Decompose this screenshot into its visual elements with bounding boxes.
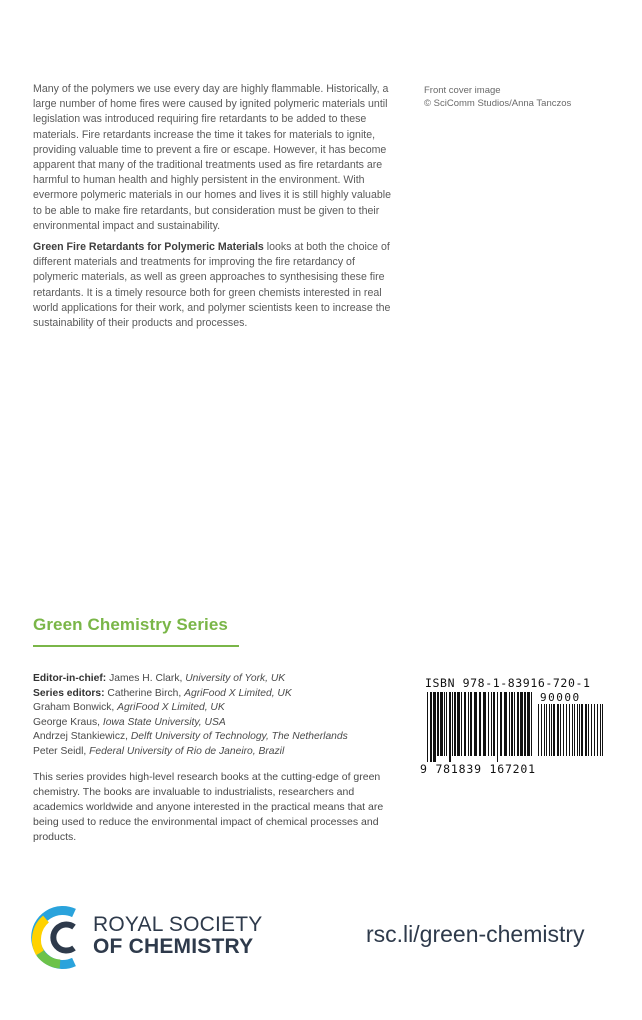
barcode-bar (504, 692, 507, 756)
series-editor-name: Catherine Birch, (107, 687, 182, 699)
blurb-paragraph-1: Many of the polymers we use every day are highly flammable. Historically, a large number of home fires were caused by ignited polymeric materials until legislation was introduced requiring fire retardants to be added to these materials. Fire retardants increase the time it takes for materials to ignite, providing valuable time to prevent a fire or escape. However, it has become apparent that many of the traditional treatments used as fire retardants are harmful to human health and highly persistent in the environment. With evermore polymeric materials in our homes and lives it is still highly valuable to be able to make fire retardants, but consideration must be given to their environmental impact and sustainability. (33, 83, 391, 232)
series-editor-affiliation: AgriFood X Limited, UK (184, 687, 292, 699)
barcode-bar (541, 704, 542, 756)
publisher-name (93, 914, 262, 958)
barcode-bar (517, 692, 519, 756)
barcode-bar (602, 704, 603, 756)
barcode-bar (569, 704, 570, 756)
editor-in-chief-line (33, 672, 413, 687)
barcode-bar (470, 692, 472, 756)
back-cover-blurb (33, 82, 401, 337)
barcode-bar (546, 704, 547, 756)
barcode-bar (551, 704, 552, 756)
cover-credit-line-2: © SciComm Studios/Anna Tanczos (424, 98, 572, 109)
blurb-paragraph-2 (33, 240, 401, 331)
barcode-bar (588, 704, 589, 756)
barcode-bar (577, 704, 578, 756)
barcode-bar (509, 692, 510, 756)
series-title: Green Chemistry Series (33, 615, 228, 634)
publisher-name-line-2: OF CHEMISTRY (93, 935, 254, 958)
barcode-bar (566, 704, 567, 756)
series-editor-line (33, 716, 413, 731)
series-editor-name: Graham Bonwick, (33, 702, 115, 714)
book-title: Green Fire Retardants for Polymeric Materials (33, 241, 264, 254)
series-title-underline (33, 645, 239, 647)
series-editor-affiliation: Iowa State University, USA (102, 716, 226, 728)
barcode-bar (563, 704, 564, 756)
barcode-bar (553, 704, 555, 756)
barcode-bar (440, 692, 443, 756)
barcode-bar (452, 692, 453, 756)
barcode-bar (527, 692, 530, 756)
barcode-bar (491, 692, 492, 756)
barcode-bar (600, 704, 601, 756)
series-editor-affiliation: Delft University of Technology, The Netherlands (130, 731, 348, 743)
editor-in-chief-label: Editor-in-chief: (33, 673, 107, 684)
barcode-bar (531, 692, 532, 756)
barcode-bar (493, 692, 495, 756)
isbn-label: ISBN 978-1-83916-720-1 (425, 676, 591, 690)
blurb-paragraph-2-text: looks at both the choice of different materials and treatments for improving the fire retardancy of polymeric materials, as well as green approaches to synthesising these fire retardants. It is a timely resource both for green chemists interested in real world applications for their work, and polymer scientists keen to increase the sustainability of their products and processes. (33, 241, 391, 330)
ean-digits: 9 781839 167201 (420, 762, 536, 776)
publisher-name-line-1: ROYAL SOCIETY (93, 913, 263, 936)
rsc-logo-icon (30, 905, 90, 970)
series-editor-affiliation: AgriFood X Limited, UK (117, 702, 225, 714)
cover-credit-line-1: Front cover image (424, 85, 501, 96)
series-editors (33, 672, 413, 760)
barcode-bar (444, 692, 445, 756)
barcode-bar (479, 692, 481, 756)
price-addon-barcode (537, 704, 607, 762)
series-editor-line (33, 687, 413, 702)
editor-in-chief-affiliation: University of York, UK (185, 673, 286, 684)
barcode-bar (597, 704, 598, 756)
barcode-bar (524, 692, 526, 756)
barcode-bar (430, 692, 432, 762)
barcode-bar (511, 692, 513, 756)
series-editor-name: George Kraus, (33, 716, 100, 728)
barcode-bar (427, 692, 428, 762)
barcode-bar (457, 692, 460, 756)
barcode-bar (464, 692, 466, 756)
series-editors-label: Series editors: (33, 687, 105, 699)
series-editor-affiliation: Federal University of Rio de Janeiro, Brazil (89, 745, 285, 757)
barcode-bar (591, 704, 592, 756)
isbn-barcode (426, 692, 534, 762)
barcode-bar (433, 692, 436, 762)
series-editor-line (33, 701, 413, 716)
barcode-bar (474, 692, 477, 756)
barcode-bar (461, 692, 462, 756)
series-description: This series provides high-level research books at the cutting-edge of green chemistry. The books are invaluable to industrialists, researchers and academics worldwide and anyone interested in the practical means that are being used to reduce the environmental impact of chemical processes and products. (33, 771, 384, 843)
series-editor-name: Andrzej Stankiewicz, (33, 731, 128, 743)
barcode-bar (437, 692, 439, 756)
barcode-bar (549, 704, 550, 756)
barcode-bar (497, 692, 498, 762)
barcode-bar (572, 704, 573, 756)
barcode-bar (581, 704, 583, 756)
barcode-bar (520, 692, 523, 756)
barcode-bar (574, 704, 575, 756)
barcode-bar (500, 692, 502, 756)
barcode-bar (454, 692, 456, 756)
barcode-bar (594, 704, 595, 756)
barcode-bar (544, 704, 545, 756)
editor-in-chief-name: James H. Clark, (109, 673, 183, 684)
barcode-bar (446, 692, 447, 756)
series-editor-line (33, 730, 413, 745)
barcode-bar (560, 704, 561, 756)
series-editor-name: Peter Seidl, (33, 745, 87, 757)
barcode-bar (483, 692, 486, 756)
barcode-bar (585, 704, 587, 756)
barcode-bar (468, 692, 469, 756)
barcode-bar (449, 692, 451, 762)
series-editor-line (33, 745, 413, 760)
barcode-bar (538, 704, 539, 756)
series-website: rsc.li/green-chemistry (366, 921, 585, 947)
barcode-bar (514, 692, 515, 756)
barcode-bar (557, 704, 559, 756)
barcode-bar (579, 704, 580, 756)
cover-image-credit (424, 84, 571, 110)
barcode-bar (488, 692, 489, 756)
barcode-addon-digits: 90000 (540, 691, 581, 704)
